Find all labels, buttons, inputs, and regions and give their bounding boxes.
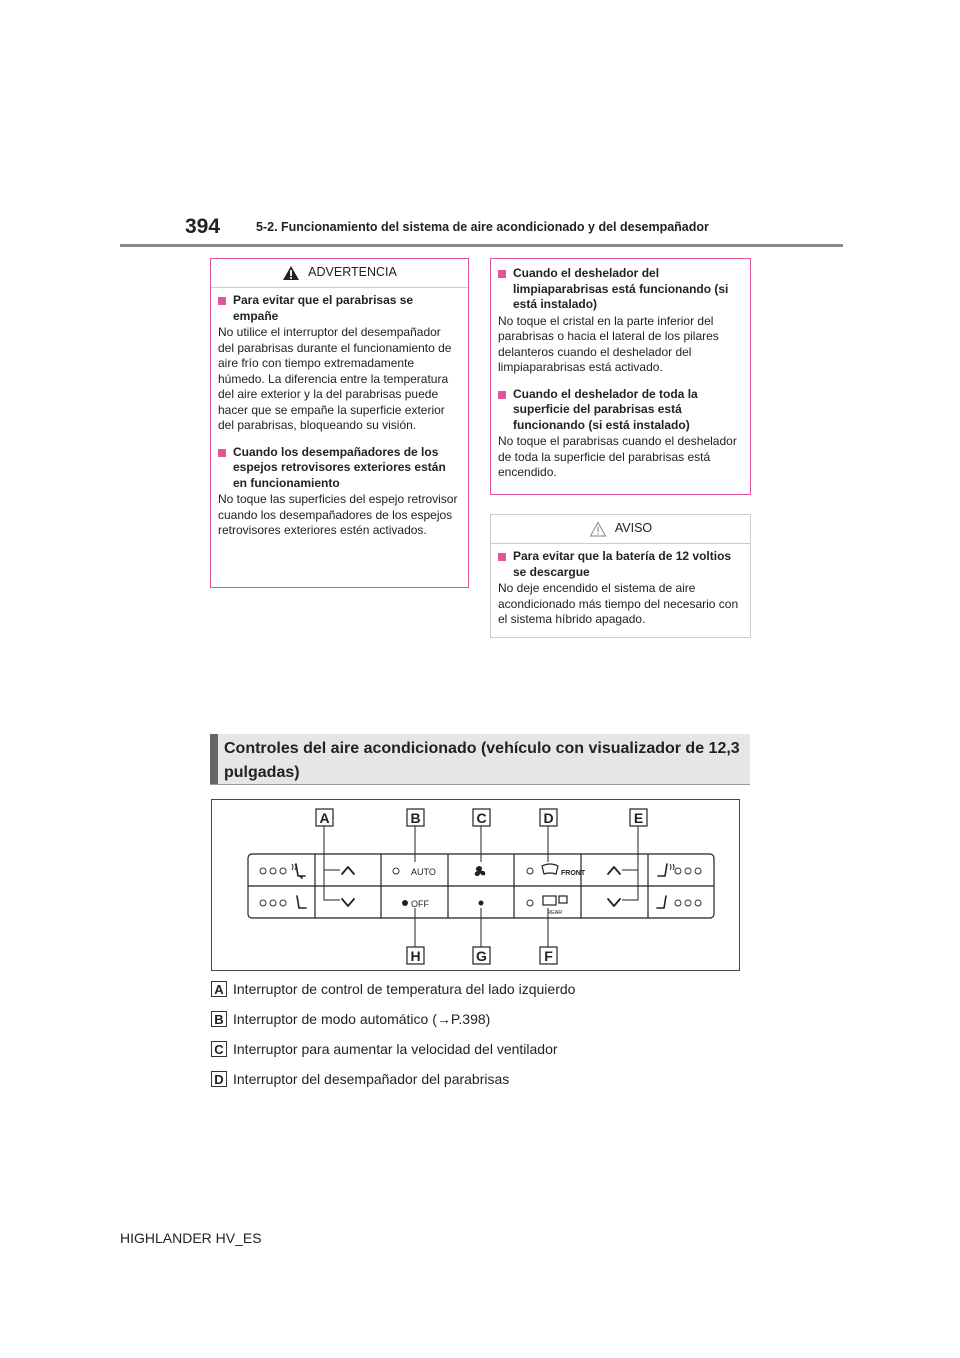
indicator-dot (280, 900, 286, 906)
legend-key: A (211, 981, 227, 997)
indicator-dot (675, 900, 681, 906)
indicator-dot (695, 900, 701, 906)
heat-wave-icon (292, 864, 296, 870)
fan-high-icon (475, 866, 486, 876)
section-underline (210, 784, 750, 785)
legend-text: Interruptor de control de temperatura del lado izquierdo (233, 981, 576, 997)
callout-label-e: E (633, 810, 644, 826)
indicator-dot (685, 900, 691, 906)
indicator-dot (527, 868, 533, 874)
caution-triangle-icon (589, 521, 607, 537)
indicator-dot (685, 868, 691, 874)
warning-title: ADVERTENCIA (308, 265, 397, 280)
callout-label-a: A (319, 810, 330, 826)
footer-model: HIGHLANDER HV_ES (120, 1230, 262, 1246)
front-button-label: FRONT (561, 870, 586, 877)
bullet-square-icon (218, 297, 226, 305)
auto-button-label: AUTO (411, 867, 436, 877)
callout-label-f: F (544, 948, 553, 964)
control-panel-diagram (212, 800, 739, 970)
warning-item-heading: Cuando el deshelador de toda la superficie del parabrisas está funcionando (si está instalado) (498, 387, 742, 434)
warning-item-heading: Para evitar que el parabrisas se empañe (218, 293, 460, 324)
seat-heater-icon (658, 864, 667, 876)
header-divider (120, 244, 843, 247)
bullet-square-icon (498, 391, 506, 399)
indicator-dot (270, 868, 276, 874)
warning-item-text: No toque el cristal en la parte inferior del parabrisas o hacia el lateral de los pilares delanteros cuando el deshelador del limpiaparabrisas está activado. (498, 313, 719, 374)
legend-item (211, 1071, 509, 1087)
bullet-square-icon (498, 553, 506, 561)
warning-box-continued (490, 258, 751, 495)
leader-line-a (324, 826, 340, 870)
fan-off-icon (402, 900, 408, 906)
fan-low-icon (479, 901, 484, 906)
bullet-square-icon (498, 270, 506, 278)
seat-heater-icon (296, 864, 305, 878)
indicator-dot (260, 868, 266, 874)
warning-item-text: No utilice el interruptor del desempañador del parabrisas durante el funcionamiento de aire frío con tiempo extremadamente húmedo. La diferencia entre la temperatura del aire exterior y la del parabrisas puede hacer que se empañe la superficie exterior del parabrisas, bloqueando su visión. (218, 325, 452, 432)
callout-label-g: G (476, 948, 487, 964)
warning-triangle-icon (282, 265, 300, 281)
bullet-square-icon (218, 449, 226, 457)
indicator-dot (280, 868, 286, 874)
legend-item (211, 1041, 558, 1057)
indicator-dot (675, 868, 681, 874)
leader-line-e (622, 870, 638, 900)
legend-text: Interruptor del desempañador del parabrisas (233, 1071, 510, 1087)
leader-line-e (622, 826, 638, 870)
warning-box (210, 258, 469, 588)
leader-line-a (324, 870, 340, 900)
indicator-dot (393, 868, 399, 874)
warning-item-heading: Cuando los desempañadores de los espejos retrovisores exteriores están en funcionamiento (218, 445, 460, 492)
warning-item-text: No toque las superficies del espejo retrovisor cuando los desempañadores de los espejos retrovisores exteriores estén activados. (218, 492, 458, 537)
warning-item-text: No toque el parabrisas cuando el deshelador de toda la superficie del parabrisas está encendido. (498, 434, 737, 479)
warning-header (211, 259, 468, 288)
legend-text: Interruptor para aumentar la velocidad del ventilador (233, 1041, 558, 1057)
temp-up-chevron-icon (342, 867, 354, 874)
rear-defroster-icon (543, 896, 556, 905)
front-defroster-icon (542, 864, 558, 874)
seat-ventilation-icon (657, 896, 666, 908)
heat-wave-icon (670, 864, 674, 870)
indicator-dot (695, 868, 701, 874)
seat-ventilation-icon (297, 896, 306, 908)
notice-box (490, 514, 751, 638)
chapter-title: 5-2. Funcionamiento del sistema de aire acondicionado y del desempañador (256, 220, 709, 234)
callout-label-b: B (410, 810, 421, 826)
callout-label-h: H (410, 948, 421, 964)
rear-button-label: REAR (547, 910, 563, 916)
legend-item (211, 981, 575, 997)
legend-key: C (211, 1041, 227, 1057)
off-button-label: OFF (411, 899, 429, 909)
indicator-dot (527, 900, 533, 906)
indicator-dot (260, 900, 266, 906)
notice-item-text: No deje encendido el sistema de aire acondicionado más tiempo del necesario con el sistema híbrido apagado. (498, 581, 739, 626)
temp-down-chevron-icon (342, 899, 354, 906)
mirror-defroster-icon (559, 896, 567, 903)
page-number: 394 (185, 215, 221, 238)
legend-key: B (211, 1011, 227, 1027)
temp-up-chevron-icon (608, 867, 620, 874)
notice-title: AVISO (614, 521, 653, 536)
warning-item-heading: Cuando el deshelador del limpiaparabrisas está funcionando (si está instalado) (498, 266, 742, 313)
callout-label-d: D (543, 810, 554, 826)
section-title: Controles del aire acondicionado (vehículo con visualizador de 12,3 pulgadas) (210, 734, 750, 784)
notice-header (491, 515, 750, 544)
temp-down-chevron-icon (608, 899, 620, 906)
legend-item (211, 1011, 490, 1027)
indicator-dot (270, 900, 276, 906)
climate-control-figure (211, 799, 740, 971)
notice-item-heading: Para evitar que la batería de 12 voltios se descargue (498, 549, 742, 580)
callout-label-c: C (476, 810, 487, 826)
legend-text: Interruptor de modo automático (→P.398) (233, 1011, 491, 1027)
legend-key: D (211, 1071, 227, 1087)
